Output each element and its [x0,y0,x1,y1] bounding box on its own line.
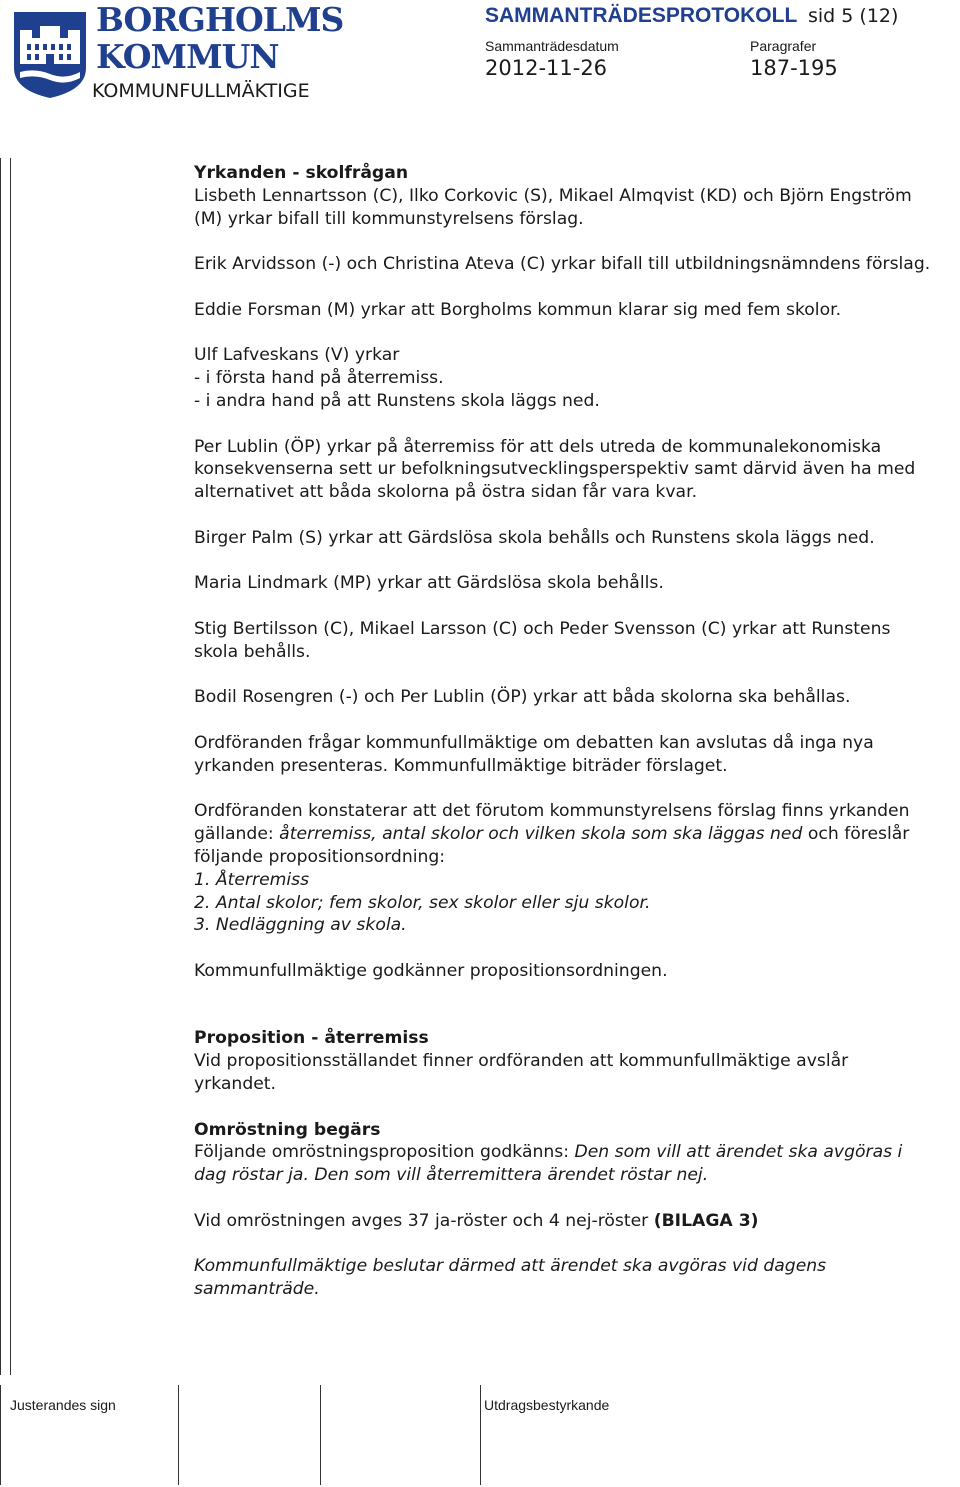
section-heading-yrkanden: Yrkanden - skolfrågan [194,163,409,183]
paragraph: Vid omröstningen avges 37 ja-röster och 4 nej-röster (BILAGA 3) [194,1210,759,1231]
paragraph: Per Lublin (ÖP) yrkar på återremiss för att dels utreda de kommunalekonomiska konsekvenserna sett ur befolkningsutvecklingsperspektiv samt därvid även ha med alternativet att båda skolorna på östra sidan får vara kvar. [194,436,916,503]
list-item: 3. Nedläggning av skola. [194,915,407,936]
paragraph: Stig Bertilsson (C), Mikael Larsson (C) och Peder Svensson (C) yrkar att Runstens skola behålls. [194,618,891,662]
paragraph: Följande omröstningsproposition godkänns: Den som vill att ärendet ska avgöras i dag röstar ja. Den som vill återremittera ärendet röstar nej. [194,1142,903,1186]
margin-rule-inner [10,158,11,1375]
castle-seal-icon [10,8,90,100]
page-header [0,0,960,110]
meeting-date-value: 2012-11-26 [485,56,608,80]
paragraph: Kommunfullmäktige beslutar därmed att ärendet ska avgöras vid dagens sammanträde. [194,1256,827,1300]
footer-rule [480,1385,481,1485]
paragraphs-value: 187-195 [750,56,838,80]
department-name: KOMMUNFULLMÄKTIGE [92,80,310,102]
list-item: 2. Antal skolor; fem skolor, sex skolor eller sju skolor. [194,892,651,913]
paragraph: Erik Arvidsson (-) och Christina Ateva (C) yrkar bifall till utbildningsnämndens förslag. [194,254,931,275]
paragraph-line: - i andra hand på att Runstens skola läggs ned. [194,390,600,411]
page-footer [0,1385,960,1487]
paragraphs-label: Paragrafer [750,38,817,54]
sign-label: Justerandes sign [10,1397,116,1413]
paragraph: Lisbeth Lennartsson (C), Ilko Corkovic (S), Mikael Almqvist (KD) och Björn Engström (M) yrkar bifall till kommunstyrelsens förslag. [194,185,912,229]
document-title: SAMMANTRÄDESPROTOKOLL [485,4,798,27]
footer-rule [320,1385,321,1485]
logo-text-line1: BORGHOLMS [96,0,344,39]
section-heading-omrostning: Omröstning begärs [194,1119,381,1140]
footer-rule [178,1385,179,1485]
protocol-body [194,162,934,1324]
paragraph: Kommunfullmäktige godkänner propositionsordningen. [194,960,668,981]
list-item: 1. Återremiss [194,869,310,890]
paragraph-line: Ulf Lafveskans (V) yrkar [194,345,400,366]
footer-rule [0,1385,1,1485]
page-number: sid 5 (12) [808,5,899,27]
paragraph: Birger Palm (S) yrkar att Gärdslösa skola behålls och Runstens skola läggs ned. [194,527,875,548]
extract-label: Utdragsbestyrkande [484,1397,610,1413]
logo-text-line2: KOMMUN [96,37,279,76]
paragraph: Ordföranden konstaterar att det förutom kommunstyrelsens förslag finns yrkanden gällande: återremiss, antal skolor och vilken skola som ska läggas ned och föreslår följande propositionsordning: [194,801,910,867]
paragraph-line: - i första hand på återremiss. [194,368,444,389]
section-heading-proposition: Proposition - återremiss [194,1028,429,1049]
paragraph: Bodil Rosengren (-) och Per Lublin (ÖP) yrkar att båda skolorna ska behållas. [194,687,851,708]
paragraph: Maria Lindmark (MP) yrkar att Gärdslösa skola behålls. [194,573,664,594]
paragraph: Vid propositionsställandet finner ordföranden att kommunfullmäktige avslår yrkandet. [194,1051,849,1095]
meeting-date-label: Sammanträdesdatum [485,38,619,54]
paragraph: Eddie Forsman (M) yrkar att Borgholms kommun klarar sig med fem skolor. [194,299,842,320]
paragraph: Ordföranden frågar kommunfullmäktige om debatten kan avslutas då inga nya yrkanden presenteras. Kommunfullmäktige biträder förslaget. [194,732,874,776]
margin-rule-outer [0,158,1,1375]
